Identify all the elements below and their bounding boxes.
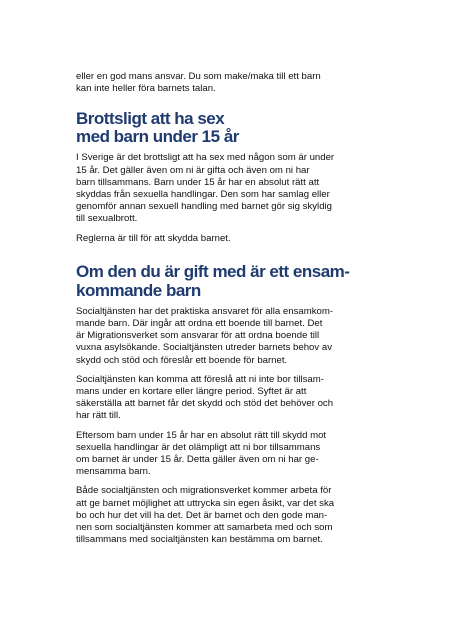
- text-line: mensamma barn.: [76, 466, 151, 478]
- section2-paragraph-4: [76, 485, 372, 546]
- intro-paragraph: [76, 71, 372, 95]
- text-line: genomför annan sexuell handling med barnet gör sig skyldig: [76, 201, 332, 213]
- text-line: I Sverige är det brottsligt att ha sex med någon som är under: [76, 152, 335, 164]
- text-line: skydd och stöd och föreslår ett boende för barnet.: [76, 354, 288, 366]
- text-line: att ge barnet möjlighet att uttrycka sin egen åsikt, var det ska: [76, 497, 335, 509]
- section2-paragraph-3: [76, 430, 372, 479]
- text-line: Socialtjänsten kan komma att föreslå att ni inte bor tillsam-: [76, 373, 324, 385]
- section-heading-unaccompanied-child: [76, 262, 372, 300]
- document-page: [76, 71, 372, 546]
- text-line: sexuella handlingar är det olämpligt att ni bor tillsammans: [76, 441, 321, 453]
- text-line: Eftersom barn under 15 år har en absolut rätt till skydd mot: [76, 429, 327, 441]
- heading-line: kommande barn: [76, 280, 201, 300]
- heading-line: Om den du är gift med är ett ensam-: [76, 261, 350, 281]
- text-line: Reglerna är till för att skydda barnet.: [76, 232, 231, 244]
- text-line: har rätt till.: [76, 410, 121, 422]
- text-line: Både socialtjänsten och migrationsverket kommer arbeta för: [76, 485, 332, 497]
- text-line: mans under en kortare eller längre period. Syftet är att: [76, 386, 307, 398]
- text-line: kan inte heller föra barnets talan.: [76, 83, 216, 95]
- text-line: bo och hur det vill ha det. Det är barnet och den gode man-: [76, 509, 328, 521]
- heading-line: med barn under 15 år: [76, 127, 239, 147]
- text-line: eller en god mans ansvar. Du som make/maka till ett barn: [76, 71, 321, 82]
- text-line: säkerställa att barnet får det skydd och stöd det behöver och: [76, 398, 334, 410]
- text-line: till sexualbrott.: [76, 213, 138, 225]
- text-line: Socialtjänsten har det praktiska ansvaret för alla ensamkom-: [76, 305, 334, 317]
- text-line: barn tillsammans. Barn under 15 år har en absolut rätt att: [76, 176, 320, 188]
- text-line: om barnet är under 15 år. Detta gäller även om ni har ge-: [76, 454, 319, 466]
- text-line: nen som socialtjänsten kommer att samarbeta med och som: [76, 522, 333, 534]
- section-heading-sex-crime: [76, 110, 372, 146]
- section2-paragraph-1: [76, 306, 372, 367]
- text-line: 15 år. Det gäller även om ni är gifta och även om ni har: [76, 164, 310, 176]
- text-line: är Migrationsverket som ansvarar för att ordna boende till: [76, 330, 320, 342]
- text-line: mande barn. Där ingår att ordna ett boende till barnet. Det: [76, 318, 323, 330]
- section1-paragraph-1: [76, 152, 372, 225]
- section2-paragraph-2: [76, 374, 372, 423]
- text-line: vuxna asylsökande. Socialtjänsten utreder barnets behov av: [76, 342, 332, 354]
- text-line: skyddas från sexuella handlingar. Den som har samlag eller: [76, 189, 330, 201]
- text-line: tillsammans med socialtjänsten kan bestämma om barnet.: [76, 534, 323, 546]
- section1-paragraph-2: [76, 233, 372, 245]
- heading-line: Brottsligt att ha sex: [76, 109, 225, 129]
